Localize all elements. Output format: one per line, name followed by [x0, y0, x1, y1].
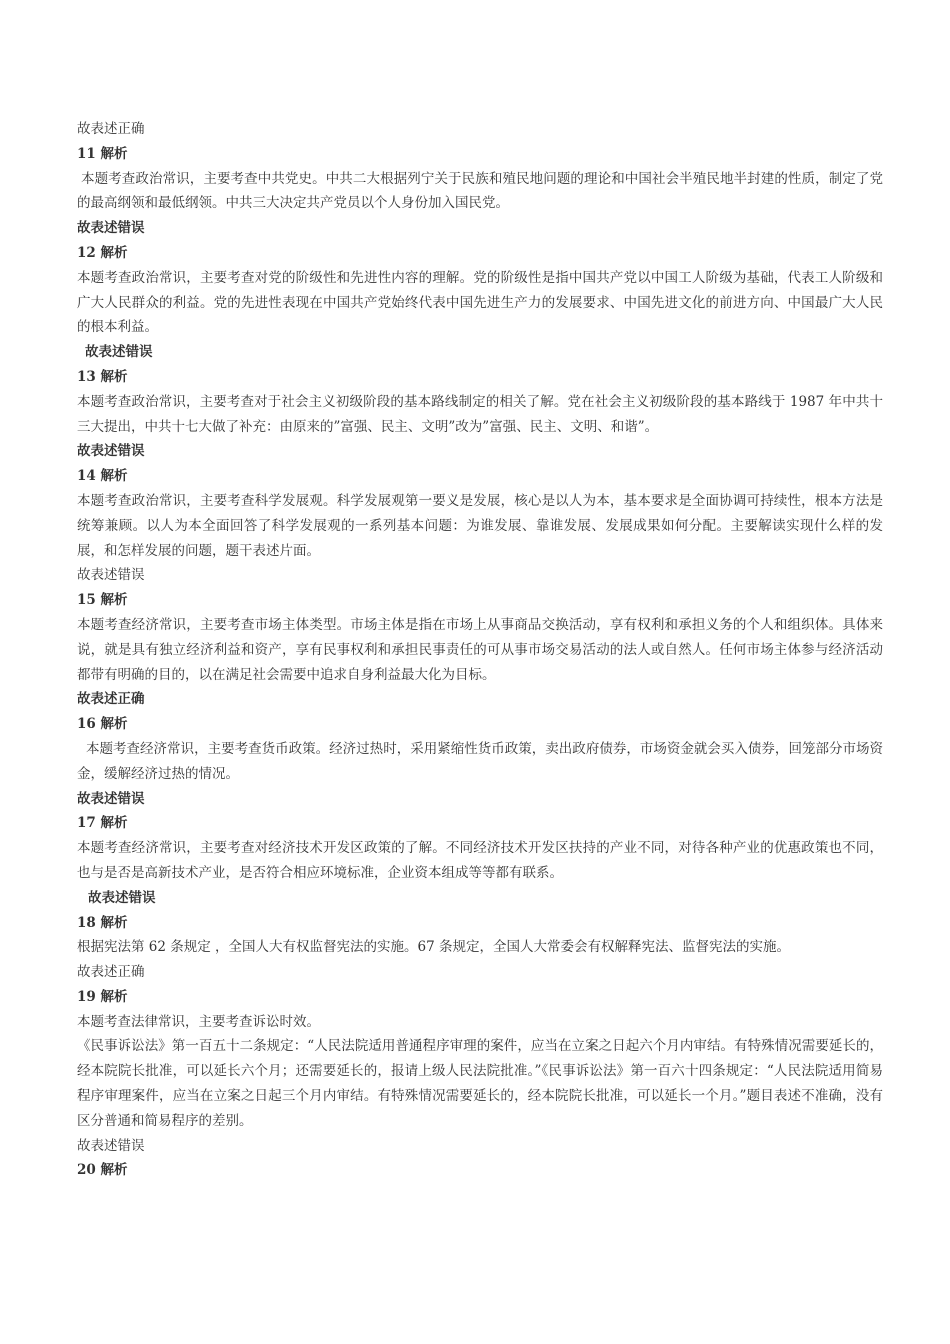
- analysis-paragraph: 本题考查法律常识，主要考查诉讼时效。: [77, 1013, 320, 1030]
- conclusion-line: 故表述正确: [77, 121, 145, 137]
- section-heading: 12 解析: [77, 244, 128, 261]
- conclusion-line: 故表述错误: [77, 790, 145, 807]
- conclusion-line: 故表述错误: [88, 889, 156, 906]
- analysis-paragraph: 本题考查政治常识，主要考查科学发展观。科学发展观第一要义是发展，核心是以人为本，基本要求是全面协调可持续性，根本方法是统筹兼顾。以人为本全面回答了科学发展观的一系列基本问题：为谁发展、靠谁发展、发展成果如何分配。主要解读实现什么样的发展，和怎样发展的问题，题干表述片面。: [77, 492, 883, 559]
- conclusion-line: 故表述错误: [77, 443, 145, 460]
- section-heading: 13 解析: [77, 368, 128, 385]
- section-heading: 19 解析: [77, 988, 128, 1005]
- section-heading: 14 解析: [77, 468, 128, 485]
- analysis-paragraph: 本题考查政治常识，主要考查对于社会主义初级阶段的基本路线制定的相关了解。党在社会主义初级阶段的基本路线于 1987 年中共十三大提出，中共十七大做了补充：由原来的”富强、民主、文明”改为”富强、民主、文明、和谐”。: [77, 393, 883, 435]
- analysis-paragraph: 本题考查政治常识，主要考查中共党史。中共二大根据列宁关于民族和殖民地问题的理论和中国社会半殖民地半封建的性质，制定了党的最高纲领和最低纲领。中共三大决定共产党员以个人身份加入国民党。: [77, 170, 883, 212]
- section-heading: 18 解析: [77, 914, 128, 931]
- conclusion-line: 故表述错误: [85, 344, 153, 361]
- analysis-paragraph: 《民事诉讼法》第一百五十二条规定：“人民法院适用普通程序审理的案件，应当在立案之日起六个月内审结。有特殊情况需要延长的，经本院院长批准，可以延长六个月；还需要延长的，报请上级人民法院批准。”《民事诉讼法》第一百六十四条规定：“人民法院适用简易程序审理案件，应当在立案之日起三个月内审结。有特殊情况需要延长的，经本院院长批准，可以延长一个月。”题目表述不准确，没有区分普通和简易程序的差别。: [77, 1038, 883, 1129]
- conclusion-line: 故表述错误: [77, 1137, 145, 1154]
- conclusion-line: 故表述正确: [77, 691, 145, 708]
- analysis-paragraph: 本题考查经济常识，主要考查对经济技术开发区政策的了解。不同经济技术开发区扶持的产业不同，对待各种产业的优惠政策也不同，也与是否是高新技术产业，是否符合相应环境标准，企业资本组成等等都有联系。: [77, 840, 883, 881]
- analysis-paragraph: 本题考查经济常识，主要考查货币政策。经济过热时，采用紧缩性货币政策，卖出政府债券，市场资金就会买入债券，回笼部分市场资金，缓解经济过热的情况。: [77, 740, 883, 782]
- section-heading: 16 解析: [77, 716, 128, 733]
- document-body: [77, 117, 883, 1183]
- conclusion-line: 故表述错误: [77, 567, 145, 584]
- analysis-paragraph: 根据宪法第 62 条规定 ，全国人大有权监督宪法的实施。67 条规定，全国人大常委会有权解释宪法、监督宪法的实施。: [77, 939, 791, 956]
- conclusion-line: 故表述错误: [77, 220, 145, 237]
- section-heading: 11 解析: [77, 145, 128, 162]
- conclusion-line: 故表述正确: [77, 964, 145, 981]
- section-heading: 15 解析: [77, 592, 128, 609]
- section-heading: 17 解析: [77, 815, 128, 832]
- analysis-paragraph: 本题考查经济常识，主要考查市场主体类型。市场主体是指在市场上从事商品交换活动，享有权利和承担义务的个人和组织体。具体来说，就是具有独立经济利益和资产，享有民事权利和承担民事责任的可从事市场交易活动的法人或自然人。任何市场主体参与经济活动都带有明确的目的，以在满足社会需要中追求自身利益最大化为目标。: [77, 616, 883, 683]
- analysis-paragraph: 本题考查政治常识，主要考查对党的阶级性和先进性内容的理解。党的阶级性是指中国共产党以中国工人阶级为基础，代表工人阶级和广大人民群众的利益。党的先进性表现在中国共产党始终代表中国先进生产力的发展要求、中国先进文化的前进方向、中国最广大人民的根本利益。: [77, 269, 883, 336]
- section-heading: 20 解析: [77, 1162, 128, 1179]
